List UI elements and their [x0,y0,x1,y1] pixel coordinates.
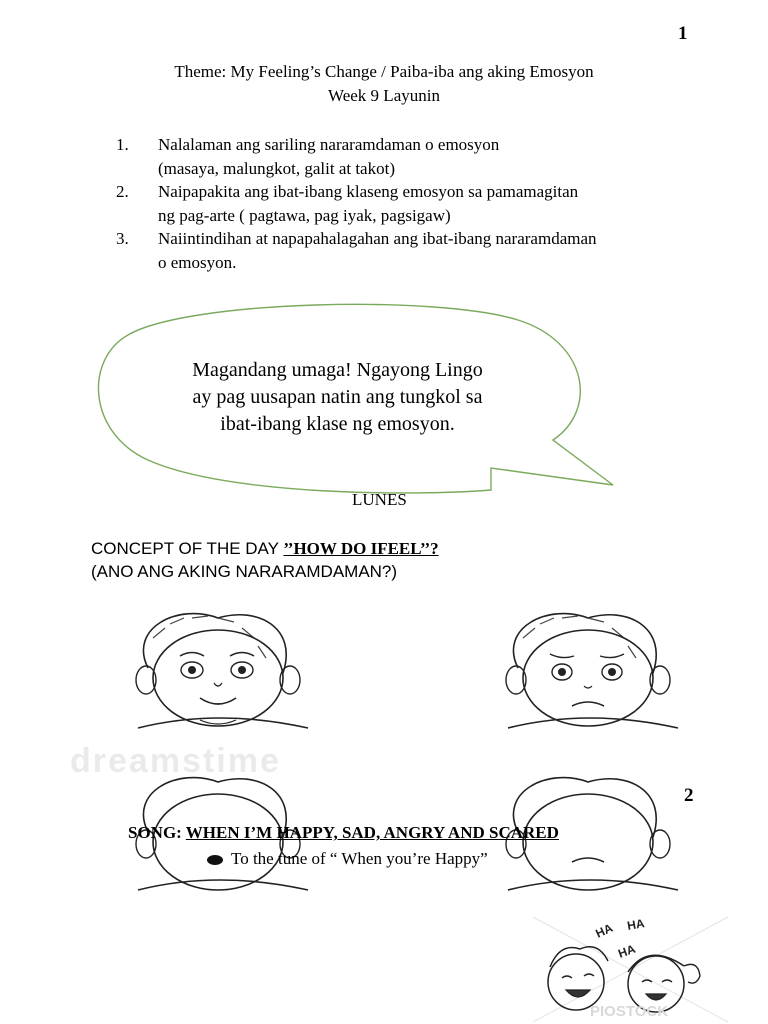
objective-line: Nalalaman ang sariling nararamdaman o emosyon [158,135,500,154]
speech-bubble-text [160,357,515,438]
song-tune: To the tune of “ When you’re Happy” [231,849,488,868]
objective-number: 2. [116,182,129,201]
objective-line: o emosyon. [158,252,237,272]
watermark-text: dreamstime [70,742,281,780]
song-title: WHEN I’M HAPPY, SAD, ANGRY AND SCARED [185,823,559,842]
objective-item [116,133,716,180]
concept-prefix: CONCEPT OF THE DAY [91,539,284,558]
laughing-kids-clipart [528,912,734,1024]
stock-watermark: PIOSTOCK [590,1003,669,1020]
song-prefix: SONG: [128,823,186,842]
concept-block [91,537,439,583]
laugh-text: HA [593,920,615,941]
song-heading [128,823,559,843]
week-title: Week 9 Layunin [328,86,440,105]
objective-number: 1. [116,135,129,154]
theme-title: Theme: My Feeling’s Change / Paiba-iba ang aking Emosyon [174,62,594,81]
objective-line: ng pag-arte ( pagtawa, pag iyak, pagsigaw) [158,205,451,225]
sad-face-icon [488,608,688,733]
concept-subtitle: (ANO ANG AKING NARARAMDAMAN?) [91,562,398,581]
happy-face-icon [118,608,318,733]
concept-heading [91,537,439,560]
objective-line: (masaya, malungkot, galit at takot) [158,158,395,178]
objectives-list [116,133,716,274]
objective-line: Naiintindihan at napapahalagahan ang ibat-ibang nararamdaman [158,229,597,248]
laugh-text: HA [626,916,646,933]
bubble-line: ibat-ibang klase ng emosyon. [220,413,455,435]
page-number-1: 1 [678,23,688,44]
objective-item [116,180,716,227]
bubble-line: ay pag uusapan natin ang tungkol sa [192,386,483,408]
day-label: LUNES [352,490,407,509]
objective-number: 3. [116,229,129,248]
laugh-text: HA [616,941,638,961]
page-number-2: 2 [684,785,694,806]
objective-item [116,227,716,274]
objective-line: Naipapakita ang ibat-ibang klaseng emosyon sa pamamagitan [158,182,579,201]
bubble-line: Magandang umaga! Ngayong Lingo [192,359,483,381]
concept-title: ’’HOW DO IFEEL’’? [283,539,439,558]
